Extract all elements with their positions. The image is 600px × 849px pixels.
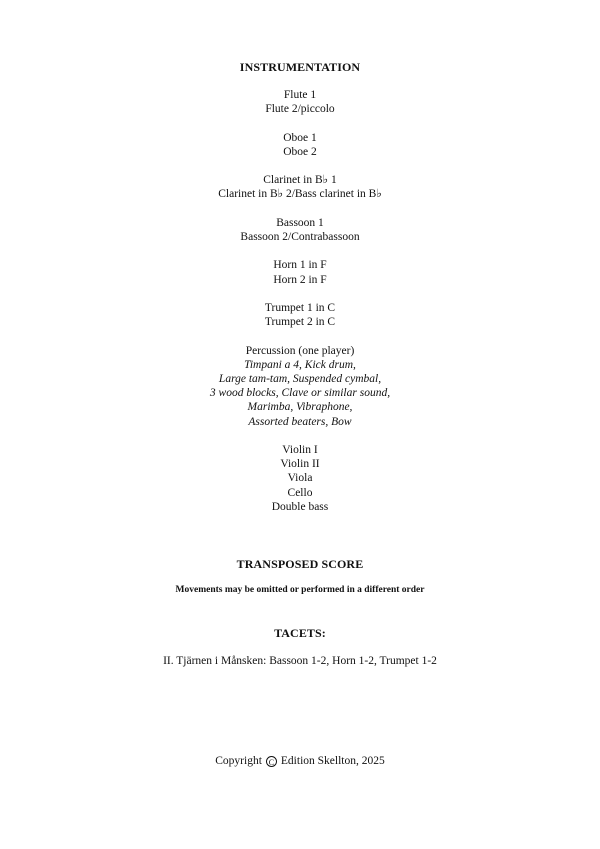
instrument-line: Flute 1 bbox=[283, 89, 317, 101]
instrument-group bbox=[0, 216, 600, 244]
instrument-line: Horn 2 in F bbox=[273, 273, 327, 286]
copyright-holder: Edition Skellton, 2025 bbox=[280, 755, 385, 767]
instrument-line: Bassoon 2/Contrabassoon bbox=[240, 230, 360, 243]
percussion-detail-line: 3 wood blocks, Clave or similar sound, bbox=[209, 387, 391, 400]
instrument-group bbox=[0, 131, 600, 159]
percussion-detail-line: Marimba, Vibraphone, bbox=[247, 401, 353, 414]
tacets-heading: TACETS: bbox=[274, 626, 326, 640]
instrument-group bbox=[0, 173, 600, 201]
copyright-label: Copyright bbox=[215, 755, 262, 767]
instrument-group bbox=[0, 88, 600, 116]
instrument-line: Violin II bbox=[280, 458, 320, 471]
instrument-line: Trumpet 1 in C bbox=[264, 301, 336, 314]
instrument-group bbox=[0, 301, 600, 329]
instrument-line: Violin I bbox=[282, 443, 318, 456]
instrument-line: Oboe 1 bbox=[283, 131, 317, 144]
instrument-line: Clarinet in B♭ 2/Bass clarinet in B♭ bbox=[218, 188, 382, 201]
instrumentation-list bbox=[0, 88, 600, 528]
percussion-detail-line: Timpani a 4, Kick drum, bbox=[244, 358, 356, 371]
instrument-line: Cello bbox=[287, 486, 313, 499]
instrumentation-heading: INSTRUMENTATION bbox=[239, 60, 361, 74]
copyright-line bbox=[0, 755, 600, 767]
instrument-group bbox=[0, 344, 600, 429]
instrument-line: Oboe 2 bbox=[283, 145, 317, 158]
copyright-symbol-icon: C bbox=[266, 756, 277, 767]
instrument-line: Bassoon 1 bbox=[276, 216, 324, 229]
instrument-group bbox=[0, 443, 600, 514]
instrument-line: Clarinet in B♭ 1 bbox=[263, 174, 337, 187]
tacet-entry: II. Tjärnen i Månsken: Bassoon 1-2, Horn 1-2, Trumpet 1-2 bbox=[163, 655, 437, 667]
instrument-line: Flute 2/piccolo bbox=[265, 103, 335, 116]
percussion-detail-line: Assorted beaters, Bow bbox=[248, 415, 352, 428]
instrument-line: Horn 1 in F bbox=[273, 259, 327, 272]
instrument-line: Viola bbox=[287, 472, 313, 485]
movements-note: Movements may be omitted or performed in a different order bbox=[175, 585, 425, 595]
instrument-group bbox=[0, 258, 600, 286]
transposed-score-heading: TRANSPOSED SCORE bbox=[236, 557, 364, 571]
instrument-line: Percussion (one player) bbox=[245, 344, 355, 357]
instrument-line: Double bass bbox=[271, 500, 329, 513]
instrument-line: Trumpet 2 in C bbox=[264, 316, 336, 329]
percussion-detail-line: Large tam-tam, Suspended cymbal, bbox=[218, 372, 382, 385]
